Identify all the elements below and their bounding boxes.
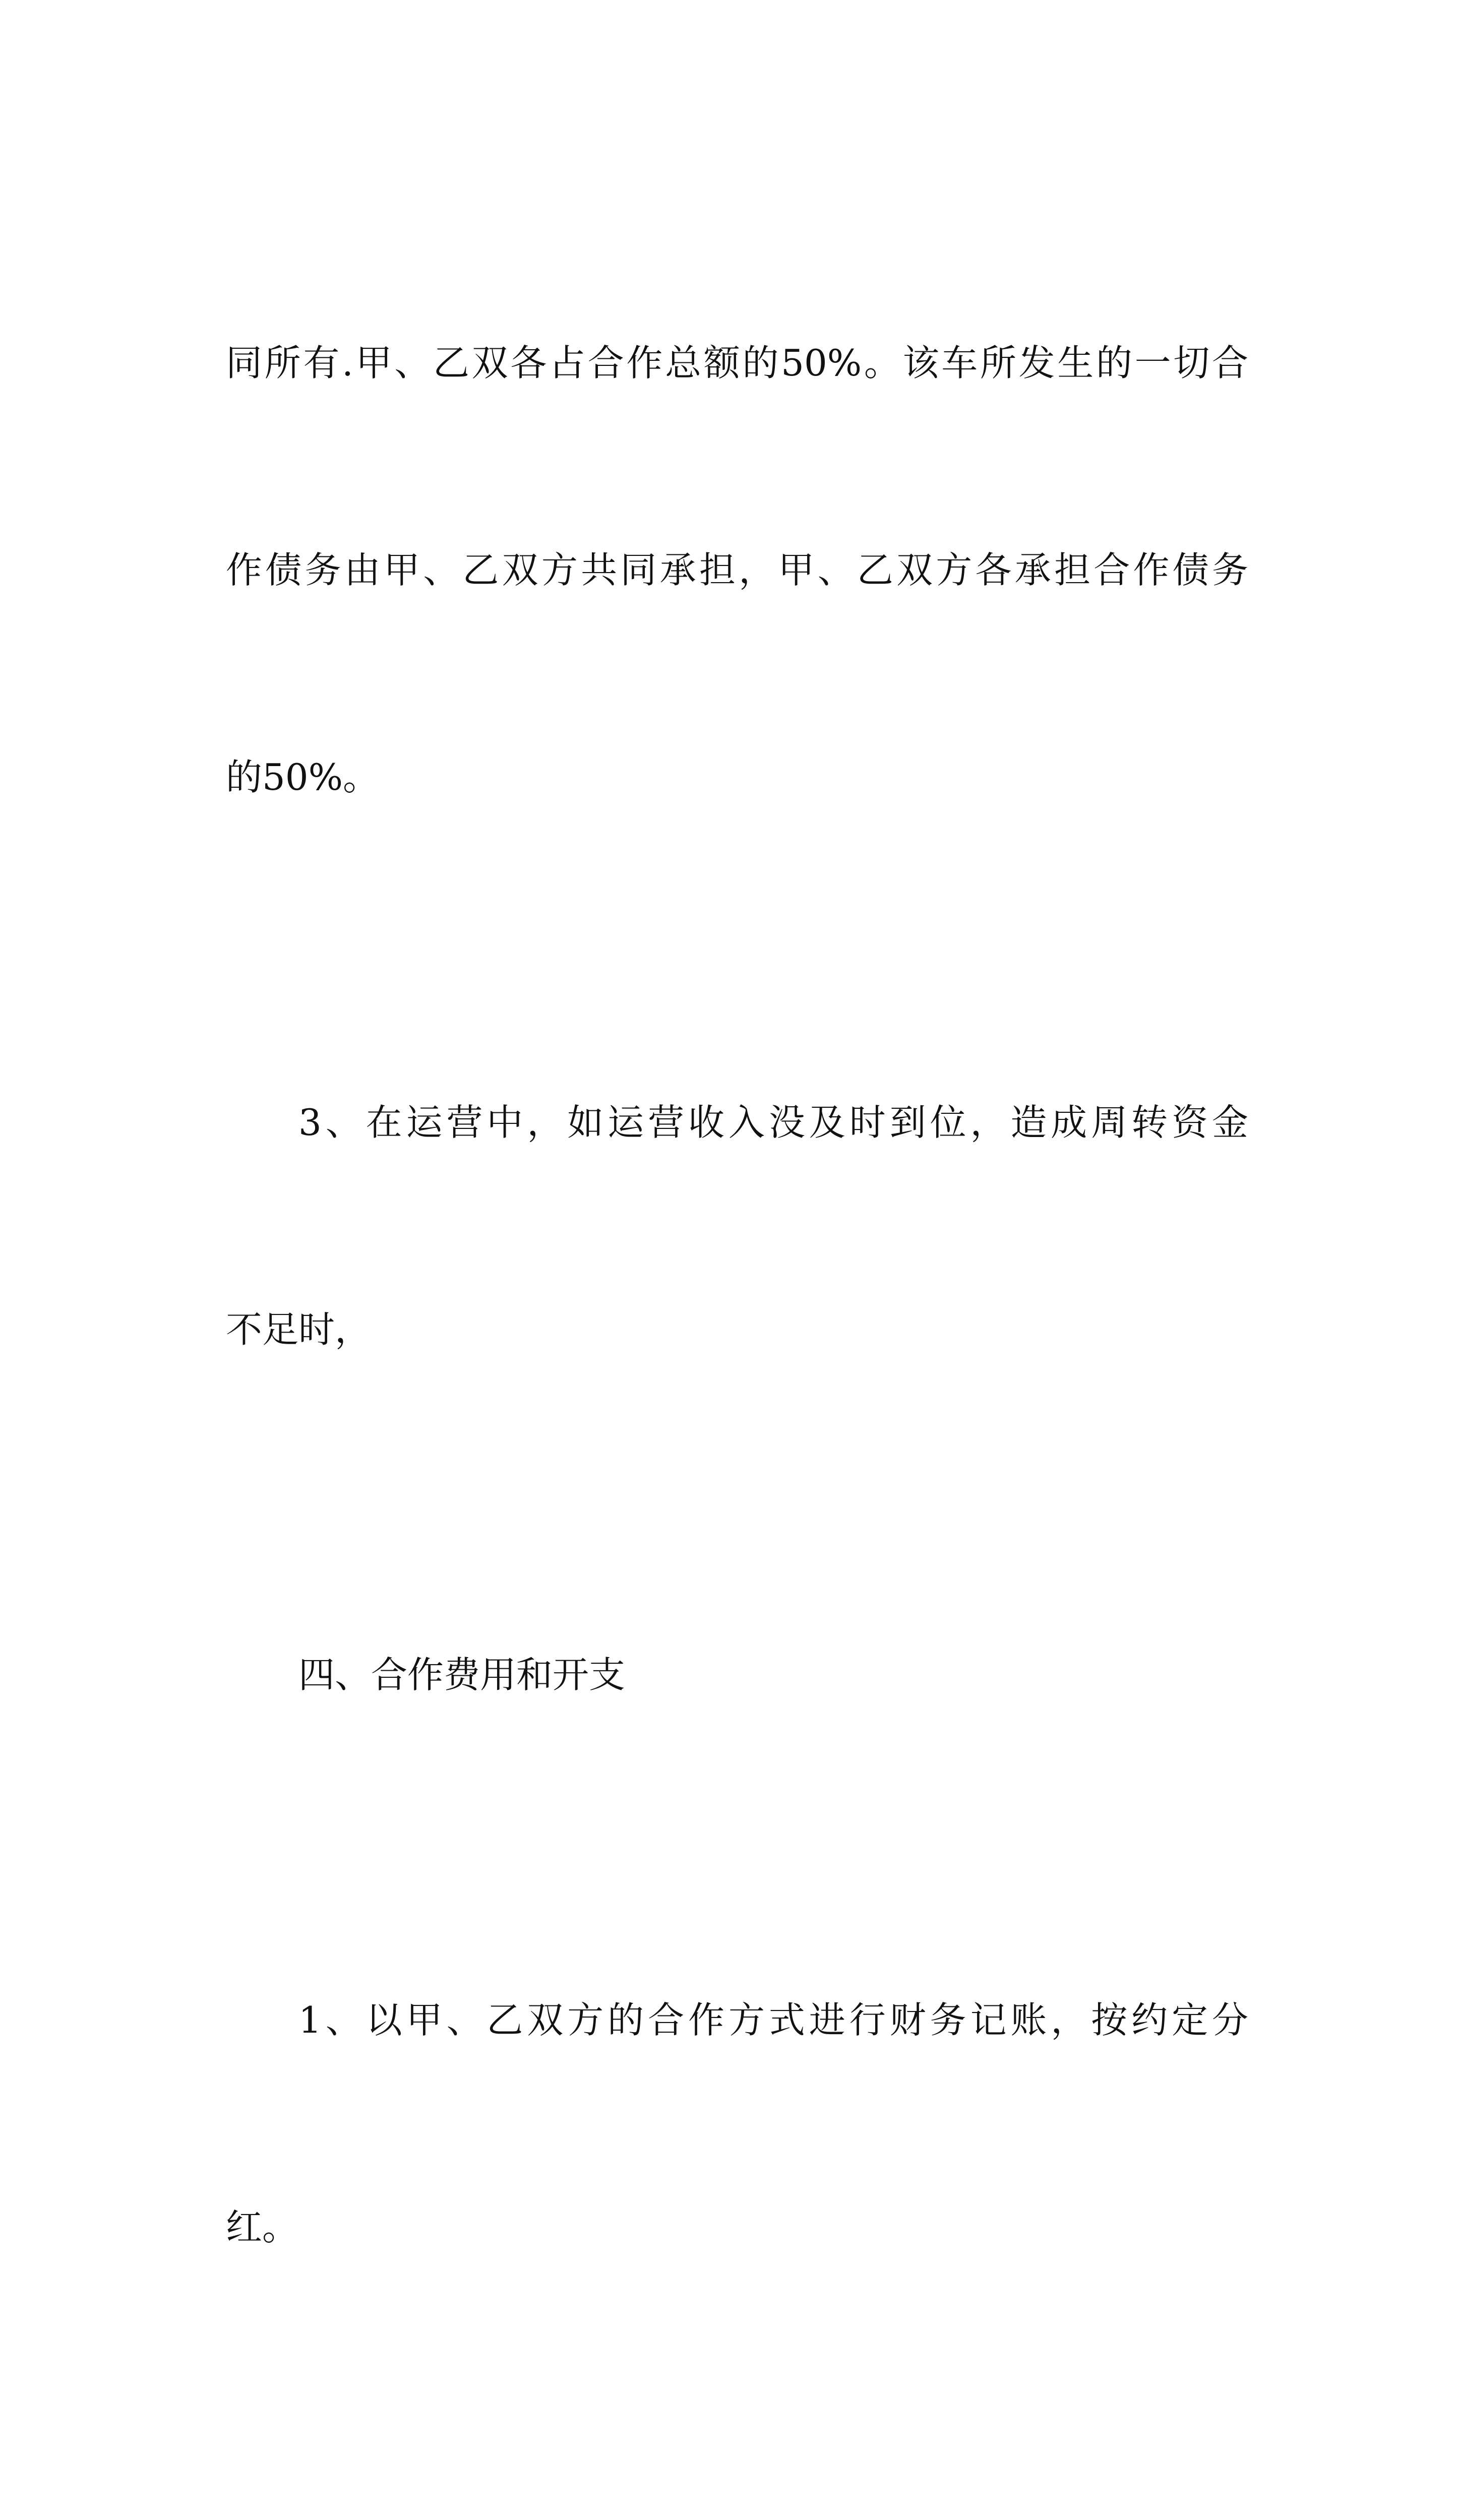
paragraph-4-2 bbox=[226, 2400, 1248, 2520]
document-body bbox=[226, 191, 1248, 2520]
text-line: 不足时， bbox=[226, 1308, 372, 1351]
section-heading-text: 四、合作费用和开支 bbox=[298, 1654, 626, 1696]
paragraph-4-1 bbox=[226, 1848, 1248, 2400]
text-line: 3、在运营中，如运营收入没及时到位，造成周转资金 bbox=[298, 1101, 1248, 1144]
text-line: 同所有.甲、乙双各占合作总额的50%。该车所发生的一切合 bbox=[226, 342, 1248, 384]
text-line: 作债务由甲、乙双方共同承担，甲、乙双方各承担合作债务 bbox=[226, 549, 1248, 591]
text-line: 红。 bbox=[226, 2206, 299, 2248]
text-line: 的50%。 bbox=[226, 756, 380, 798]
paragraph-ownership-share bbox=[226, 191, 1248, 950]
section-heading-4 bbox=[226, 1502, 1248, 1848]
text-line: 1、以甲、乙双方的合作方式进行财务记账，按约定分 bbox=[298, 1999, 1248, 2041]
paragraph-item-3-working-capital bbox=[226, 950, 1248, 1502]
